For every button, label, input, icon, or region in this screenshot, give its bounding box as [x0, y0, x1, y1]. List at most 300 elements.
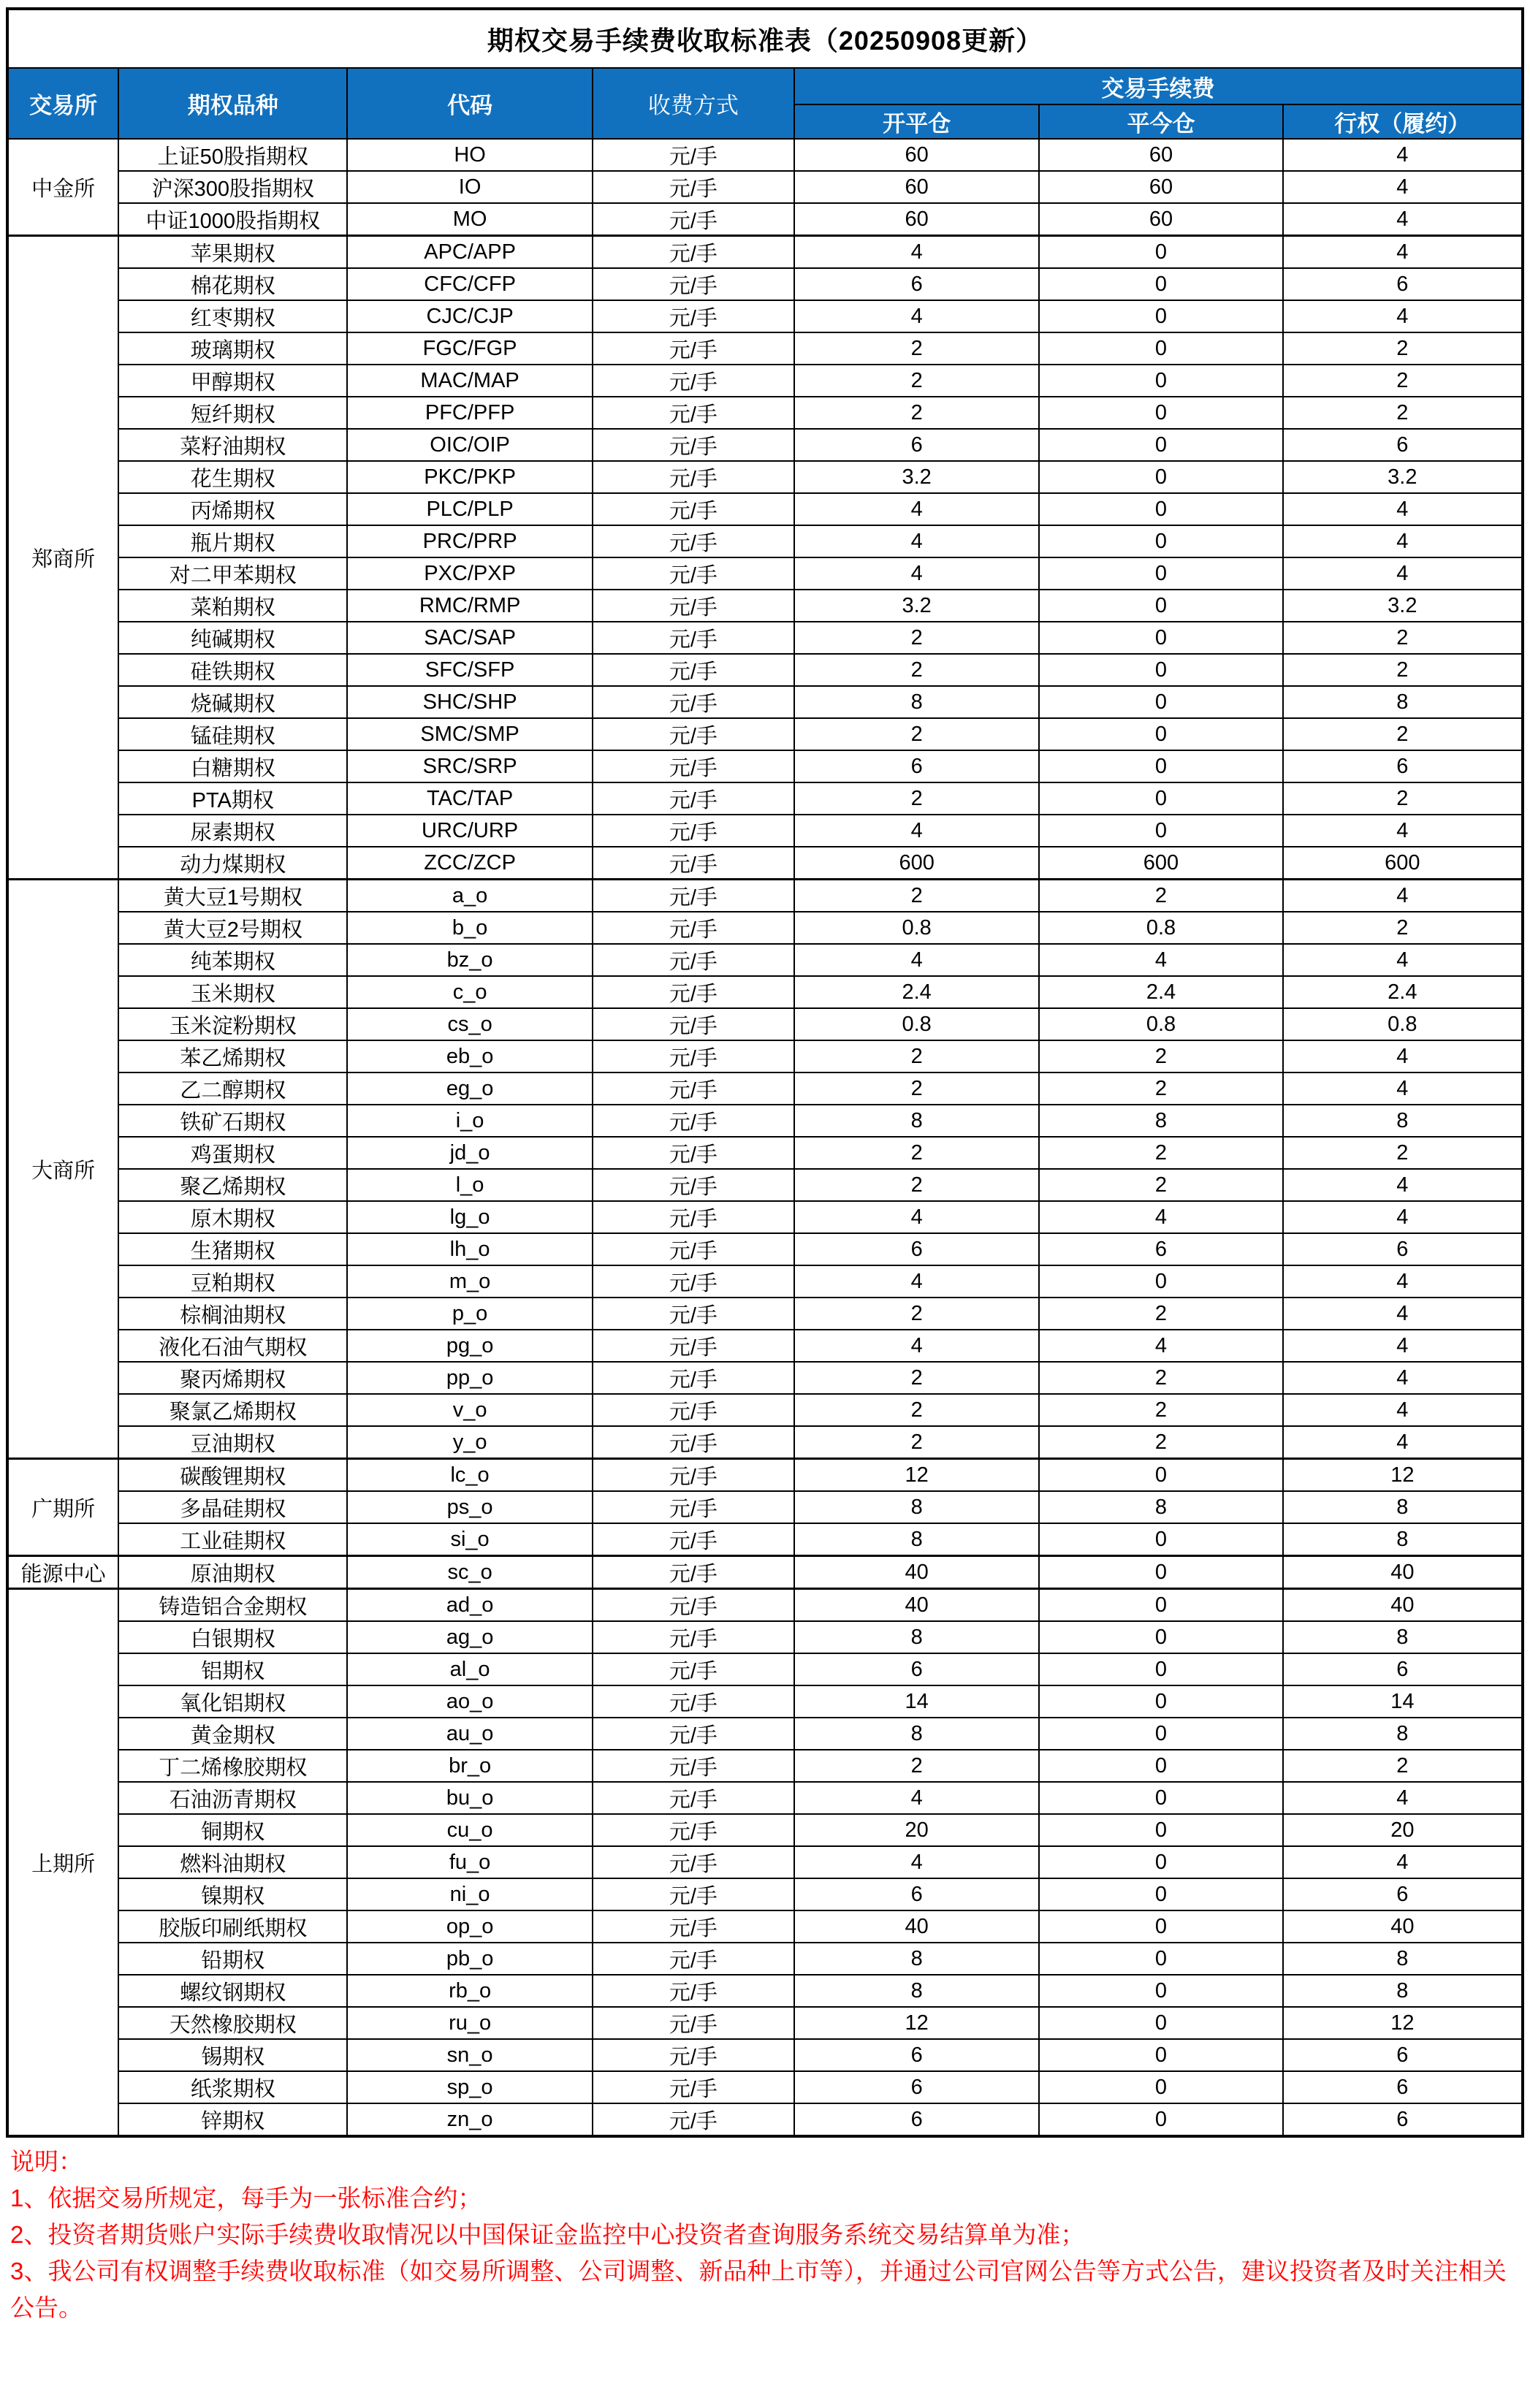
table-row	[7, 1975, 1523, 2007]
open-close-fee-cell: 4	[794, 1330, 1039, 1362]
open-close-fee-cell: 4	[794, 944, 1039, 976]
close-today-fee-cell: 2	[1039, 1426, 1282, 1459]
close-today-fee-cell: 600	[1039, 847, 1282, 880]
fee-method-cell: 元/手	[593, 718, 794, 750]
fee-method-cell: 元/手	[593, 976, 794, 1008]
close-today-fee-cell: 0	[1039, 782, 1282, 815]
code-cell: cu_o	[347, 1814, 592, 1846]
table-row	[7, 1040, 1523, 1072]
exercise-fee-cell: 4	[1283, 1782, 1523, 1814]
exercise-fee-cell: 6	[1283, 268, 1523, 300]
exercise-fee-cell: 8	[1283, 1523, 1523, 1556]
fee-method-cell: 元/手	[593, 300, 794, 332]
code-cell: a_o	[347, 880, 592, 912]
fee-method-cell: 元/手	[593, 686, 794, 718]
table-row	[7, 1846, 1523, 1878]
code-cell: cs_o	[347, 1008, 592, 1040]
close-today-fee-cell: 0	[1039, 1878, 1282, 1910]
close-today-fee-cell: 0	[1039, 300, 1282, 332]
open-close-fee-cell: 4	[794, 525, 1039, 557]
fee-method-cell: 元/手	[593, 1426, 794, 1459]
open-close-fee-cell: 4	[794, 1782, 1039, 1814]
close-today-fee-cell: 0	[1039, 429, 1282, 461]
code-cell: al_o	[347, 1653, 592, 1685]
open-close-fee-cell: 2	[794, 1137, 1039, 1169]
note-line: 3、我公司有权调整手续费收取标准（如交易所调整、公司调整、新品种上市等），并通过公司官网公告等方式公告，建议投资者及时关注相关公告。	[10, 2258, 1507, 2321]
fee-method-cell: 元/手	[593, 1685, 794, 1718]
fee-method-cell: 元/手	[593, 203, 794, 236]
exercise-fee-cell: 2	[1283, 912, 1523, 944]
fee-method-cell: 元/手	[593, 1910, 794, 1943]
table-row	[7, 1750, 1523, 1782]
open-close-fee-cell: 4	[794, 557, 1039, 590]
fee-method-cell: 元/手	[593, 236, 794, 269]
code-cell: c_o	[347, 976, 592, 1008]
close-today-fee-cell: 0	[1039, 1459, 1282, 1492]
code-cell: ps_o	[347, 1491, 592, 1523]
column-header-close-today: 平今仓	[1039, 104, 1282, 139]
variety-cell: 聚丙烯期权	[118, 1362, 347, 1394]
open-close-fee-cell: 6	[794, 750, 1039, 782]
open-close-fee-cell: 12	[794, 1459, 1039, 1492]
exercise-fee-cell: 8	[1283, 1943, 1523, 1975]
note-line: 1、依据交易所规定，每手为一张标准合约；	[10, 2184, 482, 2211]
close-today-fee-cell: 0	[1039, 1589, 1282, 1622]
exercise-fee-cell: 4	[1283, 1394, 1523, 1426]
fee-method-cell: 元/手	[593, 1556, 794, 1589]
close-today-fee-cell: 0	[1039, 622, 1282, 654]
exercise-fee-cell: 4	[1283, 171, 1523, 203]
close-today-fee-cell: 0	[1039, 1910, 1282, 1943]
open-close-fee-cell: 40	[794, 1556, 1039, 1589]
open-close-fee-cell: 2	[794, 1072, 1039, 1105]
open-close-fee-cell: 2	[794, 365, 1039, 397]
code-cell: p_o	[347, 1298, 592, 1330]
fee-method-cell: 元/手	[593, 1459, 794, 1492]
open-close-fee-cell: 3.2	[794, 590, 1039, 622]
close-today-fee-cell: 0	[1039, 686, 1282, 718]
code-cell: fu_o	[347, 1846, 592, 1878]
variety-cell: 碳酸锂期权	[118, 1459, 347, 1492]
fee-method-cell: 元/手	[593, 493, 794, 525]
close-today-fee-cell: 0	[1039, 1943, 1282, 1975]
variety-cell: 螺纹钢期权	[118, 1975, 347, 2007]
table-row	[7, 1330, 1523, 1362]
table-row	[7, 203, 1523, 236]
fee-method-cell: 元/手	[593, 1072, 794, 1105]
fee-method-cell: 元/手	[593, 1750, 794, 1782]
variety-cell: 尿素期权	[118, 815, 347, 847]
table-row	[7, 718, 1523, 750]
exercise-fee-cell: 8	[1283, 1975, 1523, 2007]
open-close-fee-cell: 6	[794, 1878, 1039, 1910]
table-row	[7, 1459, 1523, 1492]
exercise-fee-cell: 6	[1283, 1653, 1523, 1685]
table-row	[7, 1137, 1523, 1169]
exercise-fee-cell: 2	[1283, 782, 1523, 815]
open-close-fee-cell: 2	[794, 1394, 1039, 1426]
close-today-fee-cell: 0	[1039, 365, 1282, 397]
fee-method-cell: 元/手	[593, 2071, 794, 2103]
column-header-exercise: 行权（履约）	[1283, 104, 1523, 139]
notes-section	[6, 2138, 1524, 2326]
fee-method-cell: 元/手	[593, 1814, 794, 1846]
fee-method-cell: 元/手	[593, 1589, 794, 1622]
code-cell: PKC/PKP	[347, 461, 592, 493]
code-cell: PFC/PFP	[347, 397, 592, 429]
code-cell: v_o	[347, 1394, 592, 1426]
table-row	[7, 1782, 1523, 1814]
open-close-fee-cell: 2	[794, 397, 1039, 429]
exercise-fee-cell: 4	[1283, 1072, 1523, 1105]
code-cell: zn_o	[347, 2103, 592, 2136]
variety-cell: 胶版印刷纸期权	[118, 1910, 347, 1943]
code-cell: l_o	[347, 1169, 592, 1201]
close-today-fee-cell: 2	[1039, 1040, 1282, 1072]
open-close-fee-cell: 6	[794, 268, 1039, 300]
code-cell: bz_o	[347, 944, 592, 976]
open-close-fee-cell: 6	[794, 1233, 1039, 1265]
open-close-fee-cell: 8	[794, 1491, 1039, 1523]
variety-cell: 烧碱期权	[118, 686, 347, 718]
open-close-fee-cell: 14	[794, 1685, 1039, 1718]
close-today-fee-cell: 2	[1039, 1169, 1282, 1201]
close-today-fee-cell: 0	[1039, 1685, 1282, 1718]
close-today-fee-cell: 4	[1039, 944, 1282, 976]
close-today-fee-cell: 0	[1039, 750, 1282, 782]
code-cell: ad_o	[347, 1589, 592, 1622]
exercise-fee-cell: 6	[1283, 2103, 1523, 2136]
table-row	[7, 976, 1523, 1008]
fee-method-cell: 元/手	[593, 1394, 794, 1426]
exercise-fee-cell: 6	[1283, 1878, 1523, 1910]
exercise-fee-cell: 6	[1283, 1233, 1523, 1265]
fee-method-cell: 元/手	[593, 1298, 794, 1330]
fee-table-header	[7, 9, 1523, 139]
open-close-fee-cell: 2	[794, 1169, 1039, 1201]
exercise-fee-cell: 8	[1283, 686, 1523, 718]
variety-cell: 原油期权	[118, 1556, 347, 1589]
fee-method-cell: 元/手	[593, 1491, 794, 1523]
exercise-fee-cell: 4	[1283, 944, 1523, 976]
code-cell: m_o	[347, 1265, 592, 1298]
close-today-fee-cell: 0	[1039, 1621, 1282, 1653]
table-row	[7, 654, 1523, 686]
variety-cell: 纯苯期权	[118, 944, 347, 976]
table-row	[7, 139, 1523, 171]
close-today-fee-cell: 0	[1039, 2039, 1282, 2071]
fee-method-cell: 元/手	[593, 1718, 794, 1750]
exercise-fee-cell: 2.4	[1283, 976, 1523, 1008]
open-close-fee-cell: 2	[794, 1750, 1039, 1782]
close-today-fee-cell: 60	[1039, 139, 1282, 171]
table-row	[7, 1685, 1523, 1718]
column-header-exchange: 交易所	[7, 68, 118, 139]
variety-cell: 黄大豆1号期权	[118, 880, 347, 912]
table-row	[7, 1298, 1523, 1330]
fee-method-cell: 元/手	[593, 590, 794, 622]
variety-cell: 白糖期权	[118, 750, 347, 782]
exercise-fee-cell: 4	[1283, 300, 1523, 332]
code-cell: b_o	[347, 912, 592, 944]
open-close-fee-cell: 8	[794, 1943, 1039, 1975]
table-row	[7, 622, 1523, 654]
open-close-fee-cell: 4	[794, 815, 1039, 847]
table-row	[7, 1621, 1523, 1653]
close-today-fee-cell: 4	[1039, 1201, 1282, 1233]
code-cell: CJC/CJP	[347, 300, 592, 332]
table-row	[7, 1653, 1523, 1685]
table-row	[7, 1394, 1523, 1426]
variety-cell: 菜籽油期权	[118, 429, 347, 461]
variety-cell: 上证50股指期权	[118, 139, 347, 171]
code-cell: SFC/SFP	[347, 654, 592, 686]
page-title: 期权交易手续费收取标准表（20250908更新）	[7, 9, 1523, 68]
open-close-fee-cell: 6	[794, 2103, 1039, 2136]
exercise-fee-cell: 4	[1283, 1265, 1523, 1298]
fee-method-cell: 元/手	[593, 332, 794, 365]
fee-method-cell: 元/手	[593, 815, 794, 847]
fee-method-cell: 元/手	[593, 1330, 794, 1362]
fee-method-cell: 元/手	[593, 782, 794, 815]
code-cell: PXC/PXP	[347, 557, 592, 590]
table-row	[7, 1878, 1523, 1910]
variety-cell: 花生期权	[118, 461, 347, 493]
exchange-cell: 上期所	[7, 1589, 118, 2137]
variety-cell: PTA期权	[118, 782, 347, 815]
close-today-fee-cell: 8	[1039, 1105, 1282, 1137]
exercise-fee-cell: 3.2	[1283, 461, 1523, 493]
table-row	[7, 236, 1523, 269]
variety-cell: 白银期权	[118, 1621, 347, 1653]
exercise-fee-cell: 40	[1283, 1589, 1523, 1622]
exercise-fee-cell: 4	[1283, 1169, 1523, 1201]
close-today-fee-cell: 2.4	[1039, 976, 1282, 1008]
variety-cell: 铅期权	[118, 1943, 347, 1975]
code-cell: HO	[347, 139, 592, 171]
code-cell: FGC/FGP	[347, 332, 592, 365]
close-today-fee-cell: 0	[1039, 1265, 1282, 1298]
fee-method-cell: 元/手	[593, 268, 794, 300]
table-row	[7, 2039, 1523, 2071]
open-close-fee-cell: 2	[794, 1040, 1039, 1072]
exercise-fee-cell: 6	[1283, 2039, 1523, 2071]
table-row	[7, 525, 1523, 557]
variety-cell: 原木期权	[118, 1201, 347, 1233]
close-today-fee-cell: 0	[1039, 236, 1282, 269]
fee-table-body	[7, 139, 1523, 2136]
table-row	[7, 429, 1523, 461]
exercise-fee-cell: 4	[1283, 880, 1523, 912]
close-today-fee-cell: 2	[1039, 1072, 1282, 1105]
close-today-fee-cell: 0	[1039, 557, 1282, 590]
exercise-fee-cell: 4	[1283, 815, 1523, 847]
table-row	[7, 1362, 1523, 1394]
variety-cell: 动力煤期权	[118, 847, 347, 880]
table-row	[7, 1556, 1523, 1589]
exercise-fee-cell: 4	[1283, 236, 1523, 269]
exercise-fee-cell: 4	[1283, 139, 1523, 171]
fee-method-cell: 元/手	[593, 525, 794, 557]
exercise-fee-cell: 40	[1283, 1556, 1523, 1589]
exercise-fee-cell: 8	[1283, 1621, 1523, 1653]
exercise-fee-cell: 4	[1283, 525, 1523, 557]
variety-cell: 镍期权	[118, 1878, 347, 1910]
exercise-fee-cell: 6	[1283, 2071, 1523, 2103]
exchange-cell: 广期所	[7, 1459, 118, 1556]
open-close-fee-cell: 2	[794, 718, 1039, 750]
code-cell: ru_o	[347, 2007, 592, 2039]
exercise-fee-cell: 600	[1283, 847, 1523, 880]
exercise-fee-cell: 4	[1283, 1298, 1523, 1330]
variety-cell: 液化石油气期权	[118, 1330, 347, 1362]
table-row	[7, 2071, 1523, 2103]
exercise-fee-cell: 2	[1283, 365, 1523, 397]
fee-method-cell: 元/手	[593, 1653, 794, 1685]
table-row	[7, 493, 1523, 525]
exchange-cell: 能源中心	[7, 1556, 118, 1589]
open-close-fee-cell: 8	[794, 1621, 1039, 1653]
code-cell: TAC/TAP	[347, 782, 592, 815]
open-close-fee-cell: 4	[794, 493, 1039, 525]
close-today-fee-cell: 0	[1039, 1653, 1282, 1685]
code-cell: IO	[347, 171, 592, 203]
fee-method-cell: 元/手	[593, 1975, 794, 2007]
code-cell: SMC/SMP	[347, 718, 592, 750]
exchange-cell: 大商所	[7, 880, 118, 1459]
code-cell: CFC/CFP	[347, 268, 592, 300]
code-cell: si_o	[347, 1523, 592, 1556]
code-cell: MAC/MAP	[347, 365, 592, 397]
table-row	[7, 1008, 1523, 1040]
open-close-fee-cell: 4	[794, 1846, 1039, 1878]
exercise-fee-cell: 8	[1283, 1491, 1523, 1523]
code-cell: PRC/PRP	[347, 525, 592, 557]
variety-cell: 鸡蛋期权	[118, 1137, 347, 1169]
variety-cell: 棉花期权	[118, 268, 347, 300]
table-row	[7, 750, 1523, 782]
variety-cell: 铝期权	[118, 1653, 347, 1685]
exercise-fee-cell: 2	[1283, 654, 1523, 686]
exercise-fee-cell: 2	[1283, 1137, 1523, 1169]
variety-cell: 天然橡胶期权	[118, 2007, 347, 2039]
code-cell: lc_o	[347, 1459, 592, 1492]
table-row	[7, 944, 1523, 976]
variety-cell: 丁二烯橡胶期权	[118, 1750, 347, 1782]
fee-method-cell: 元/手	[593, 1621, 794, 1653]
variety-cell: 铜期权	[118, 1814, 347, 1846]
exercise-fee-cell: 20	[1283, 1814, 1523, 1846]
exercise-fee-cell: 4	[1283, 1362, 1523, 1394]
table-row	[7, 1265, 1523, 1298]
exchange-cell: 郑商所	[7, 236, 118, 880]
table-row	[7, 1233, 1523, 1265]
table-row	[7, 1718, 1523, 1750]
fee-method-cell: 元/手	[593, 912, 794, 944]
variety-cell: 石油沥青期权	[118, 1782, 347, 1814]
code-cell: pg_o	[347, 1330, 592, 1362]
variety-cell: 玉米期权	[118, 976, 347, 1008]
variety-cell: 玻璃期权	[118, 332, 347, 365]
code-cell: rb_o	[347, 1975, 592, 2007]
close-today-fee-cell: 0	[1039, 2103, 1282, 2136]
table-row	[7, 2007, 1523, 2039]
open-close-fee-cell: 6	[794, 2071, 1039, 2103]
close-today-fee-cell: 0	[1039, 654, 1282, 686]
variety-cell: 丙烯期权	[118, 493, 347, 525]
variety-cell: 锡期权	[118, 2039, 347, 2071]
fee-method-cell: 元/手	[593, 1523, 794, 1556]
code-cell: au_o	[347, 1718, 592, 1750]
table-row	[7, 1169, 1523, 1201]
column-header-variety: 期权品种	[118, 68, 347, 139]
exercise-fee-cell: 8	[1283, 1718, 1523, 1750]
code-cell: SHC/SHP	[347, 686, 592, 718]
close-today-fee-cell: 0	[1039, 397, 1282, 429]
table-row	[7, 1201, 1523, 1233]
open-close-fee-cell: 2	[794, 782, 1039, 815]
exercise-fee-cell: 4	[1283, 557, 1523, 590]
close-today-fee-cell: 0	[1039, 332, 1282, 365]
open-close-fee-cell: 2	[794, 1298, 1039, 1330]
exercise-fee-cell: 4	[1283, 1330, 1523, 1362]
exercise-fee-cell: 0.8	[1283, 1008, 1523, 1040]
variety-cell: 甲醇期权	[118, 365, 347, 397]
variety-cell: 燃料油期权	[118, 1846, 347, 1878]
code-cell: PLC/PLP	[347, 493, 592, 525]
open-close-fee-cell: 20	[794, 1814, 1039, 1846]
open-close-fee-cell: 4	[794, 300, 1039, 332]
variety-cell: 瓶片期权	[118, 525, 347, 557]
open-close-fee-cell: 2.4	[794, 976, 1039, 1008]
open-close-fee-cell: 600	[794, 847, 1039, 880]
open-close-fee-cell: 8	[794, 686, 1039, 718]
open-close-fee-cell: 60	[794, 139, 1039, 171]
fee-method-cell: 元/手	[593, 1265, 794, 1298]
variety-cell: 纸浆期权	[118, 2071, 347, 2103]
exercise-fee-cell: 4	[1283, 1040, 1523, 1072]
table-row	[7, 1589, 1523, 1622]
open-close-fee-cell: 2	[794, 1362, 1039, 1394]
code-cell: ZCC/ZCP	[347, 847, 592, 880]
close-today-fee-cell: 0.8	[1039, 1008, 1282, 1040]
fee-table	[6, 7, 1524, 2138]
variety-cell: 苹果期权	[118, 236, 347, 269]
open-close-fee-cell: 8	[794, 1975, 1039, 2007]
variety-cell: 多晶硅期权	[118, 1491, 347, 1523]
code-cell: eg_o	[347, 1072, 592, 1105]
fee-method-cell: 元/手	[593, 2039, 794, 2071]
table-row	[7, 1943, 1523, 1975]
variety-cell: 菜粕期权	[118, 590, 347, 622]
exercise-fee-cell: 12	[1283, 2007, 1523, 2039]
open-close-fee-cell: 2	[794, 880, 1039, 912]
open-close-fee-cell: 12	[794, 2007, 1039, 2039]
table-row	[7, 300, 1523, 332]
column-header-code: 代码	[347, 68, 592, 139]
column-header-fee-method: 收费方式	[593, 68, 794, 139]
fee-method-cell: 元/手	[593, 1846, 794, 1878]
exercise-fee-cell: 2	[1283, 1750, 1523, 1782]
fee-method-cell: 元/手	[593, 397, 794, 429]
open-close-fee-cell: 60	[794, 171, 1039, 203]
table-row	[7, 1105, 1523, 1137]
code-cell: jd_o	[347, 1137, 592, 1169]
fee-method-cell: 元/手	[593, 139, 794, 171]
column-header-open-close: 开平仓	[794, 104, 1039, 139]
variety-cell: 红枣期权	[118, 300, 347, 332]
fee-method-cell: 元/手	[593, 557, 794, 590]
